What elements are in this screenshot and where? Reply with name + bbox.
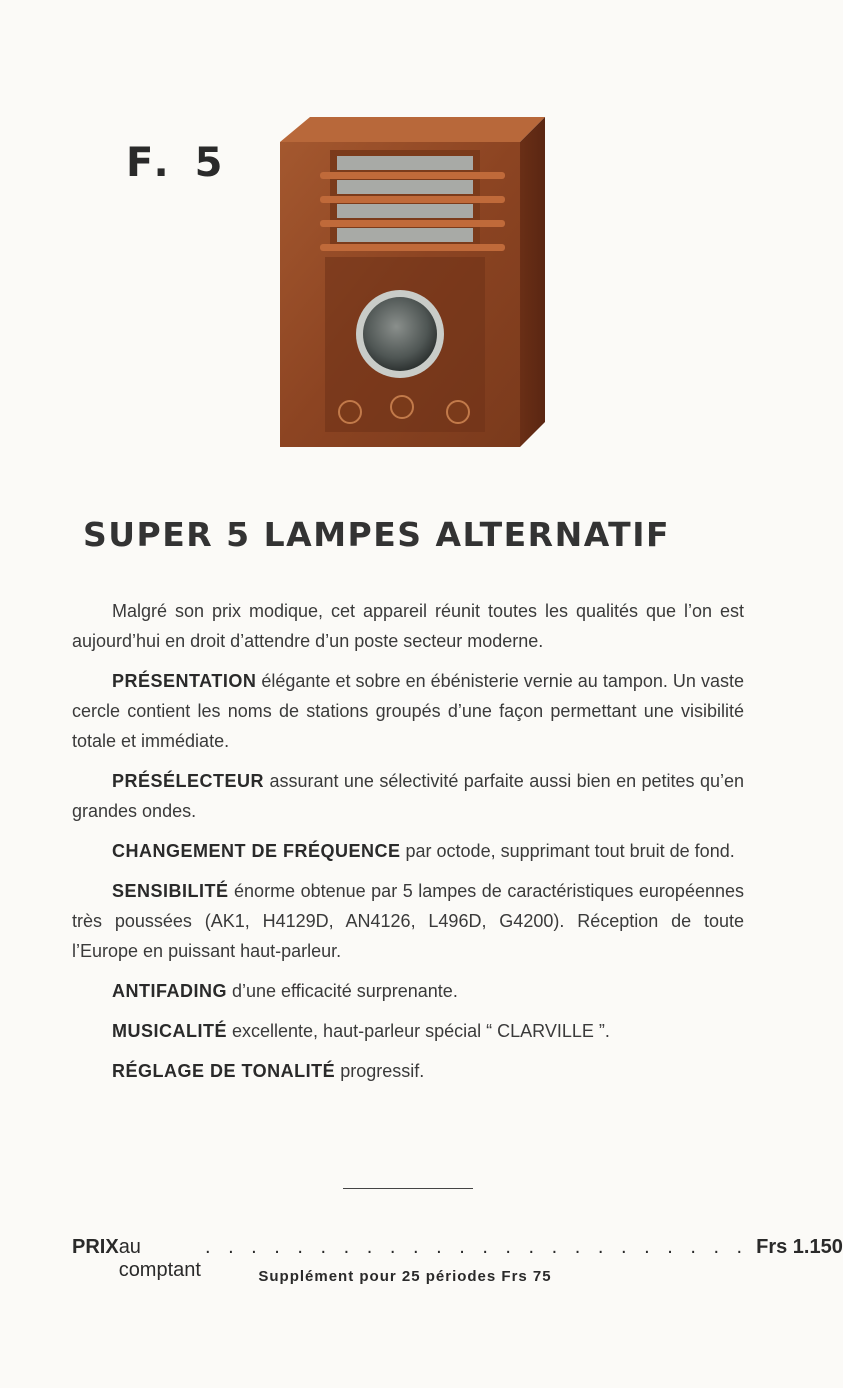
feature-heading: PRÉSÉLECTEUR bbox=[112, 771, 265, 791]
model-number: F. 5 bbox=[126, 140, 229, 186]
price-amount: Frs 1.150 bbox=[756, 1236, 843, 1258]
description-body bbox=[72, 596, 744, 1096]
feature-heading: CHANGEMENT DE FRÉQUENCE bbox=[112, 841, 401, 861]
supplement-note: Supplément pour 25 périodes Frs 75 bbox=[258, 1268, 552, 1285]
divider bbox=[343, 1188, 473, 1189]
feature-text: excellente, haut-parleur spécial “ CLARVILLE ”. bbox=[227, 1021, 610, 1041]
feature-text: assurant une sélectivité parfaite aussi bien en petites qu’en grandes ondes. bbox=[72, 771, 744, 821]
feature-text: par octode, supprimant tout bruit de fond. bbox=[400, 841, 735, 861]
feature-musicalite bbox=[72, 1016, 744, 1046]
price-lead: PRIX bbox=[72, 1236, 119, 1258]
paragraph-text: Malgré son prix modique, cet appareil réunit toutes les qualités que l’on est aujourd’hui en droit d’attendre d’un poste secteur moderne. bbox=[72, 601, 744, 651]
feature-text: progressif. bbox=[335, 1061, 425, 1081]
feature-changement-frequence bbox=[72, 836, 744, 866]
feature-preselecteur bbox=[72, 766, 744, 826]
intro-paragraph bbox=[72, 596, 744, 656]
feature-sensibilite bbox=[72, 876, 744, 966]
price-label: au comptant bbox=[118, 1236, 201, 1281]
feature-heading: MUSICALITÉ bbox=[112, 1021, 227, 1041]
feature-heading: ANTIFADING bbox=[112, 981, 227, 1001]
feature-text: d’une efficacité surprenante. bbox=[227, 981, 458, 1001]
feature-presentation bbox=[72, 666, 744, 756]
radio-illustration bbox=[275, 112, 555, 452]
feature-reglage-tonalite bbox=[72, 1056, 744, 1086]
product-headline: SUPER 5 LAMPES ALTERNATIF bbox=[82, 515, 671, 554]
feature-antifading bbox=[72, 976, 744, 1006]
feature-heading: SENSIBILITÉ bbox=[112, 881, 229, 901]
feature-text: élégante et sobre en ébénisterie vernie au tampon. Un vaste cercle contient les noms de stations groupés d’une façon permettant une visibilité totale et immédiate. bbox=[72, 671, 744, 751]
feature-text: énorme obtenue par 5 lampes de caractéristiques européennes très poussées (AK1, H4129D, AN4126, L496D, G4200). Réception de toute l’Europe en puissant haut-parleur. bbox=[72, 881, 744, 961]
feature-heading: RÉGLAGE DE TONALITÉ bbox=[112, 1061, 336, 1081]
price-leader-dots: . . . . . . . . . . . . . . . . . . . . . . . . bbox=[204, 1236, 749, 1258]
feature-heading: PRÉSENTATION bbox=[112, 671, 257, 691]
